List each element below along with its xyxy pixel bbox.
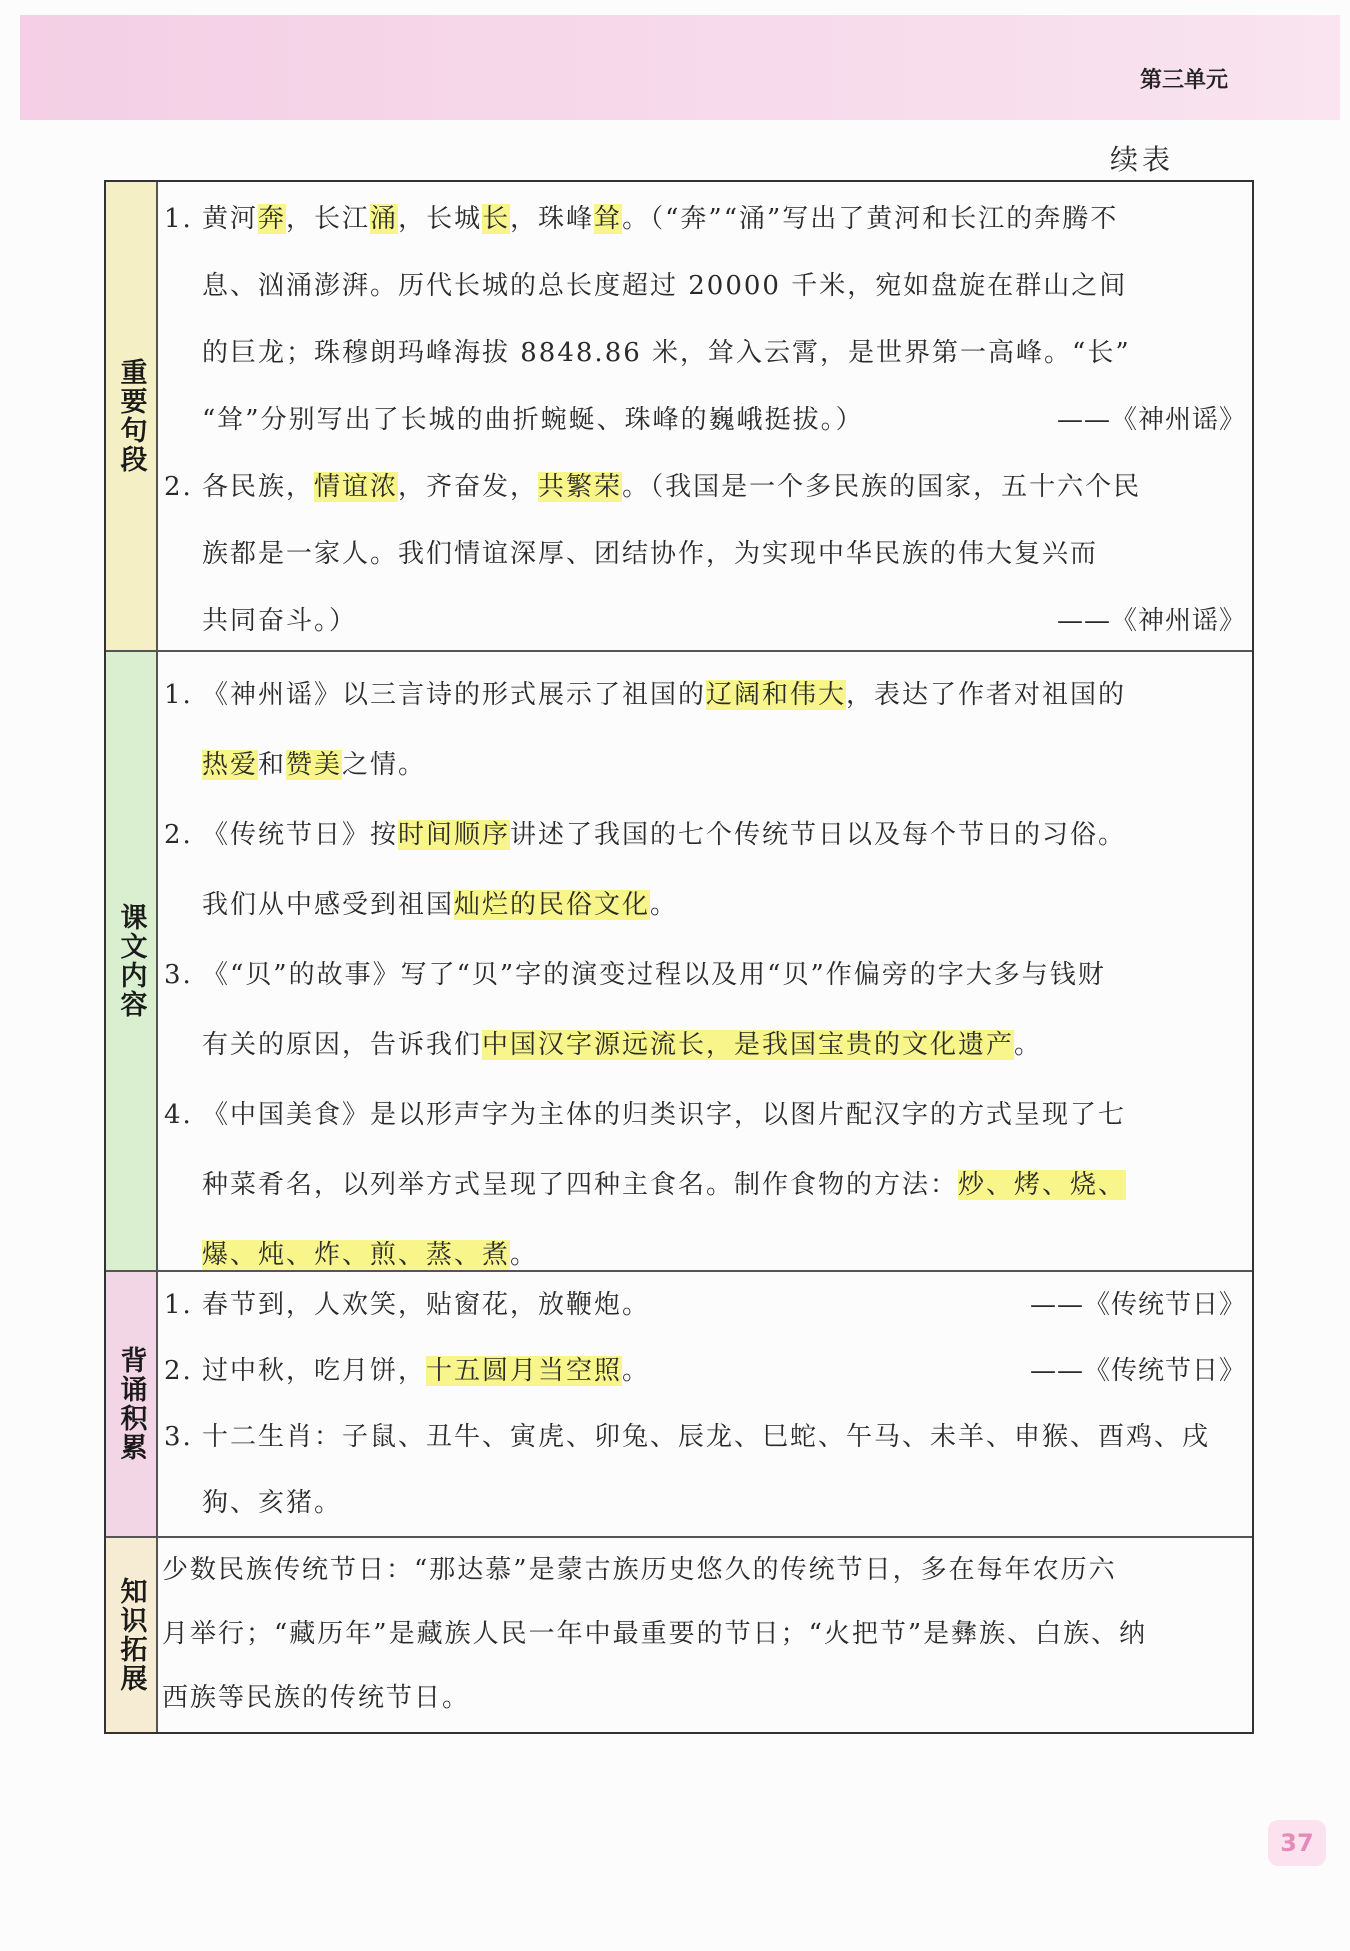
text: 《中国美食》是以形声字为主体的归类识字，以图片配汉字的方式呈现了七 <box>202 1100 1127 1130</box>
highlight: 涌 <box>370 204 399 234</box>
source-citation: ——《传统节日》 <box>1029 1290 1246 1320</box>
highlight: 耸 <box>594 204 623 234</box>
highlight: 时间顺序 <box>398 820 511 850</box>
section-content <box>164 660 1246 1270</box>
highlight: 辽阔和伟大 <box>706 680 847 710</box>
unit-title: 第三单元 <box>1140 68 1229 93</box>
list-item <box>164 1338 1246 1404</box>
text-line <box>164 387 1246 454</box>
item-number: 3. <box>164 1422 193 1452</box>
text-line <box>164 730 1246 800</box>
text-line <box>164 1010 1246 1080</box>
highlight: 情谊浓 <box>314 472 399 502</box>
highlight: 长 <box>482 204 511 234</box>
text: 黄河 <box>202 204 259 234</box>
text-line: 西族等民族的传统节日。 <box>162 1683 471 1713</box>
list-item <box>164 1404 1246 1536</box>
list-item <box>164 940 1246 1080</box>
text: 。 <box>650 890 679 920</box>
page-number: 37 <box>1268 1820 1326 1866</box>
section-label: 背诵积累 <box>115 1346 147 1462</box>
highlight: 热爱 <box>202 750 259 780</box>
highlight: 共繁荣 <box>538 472 623 502</box>
highlight: 炒、烤、烧、 <box>958 1170 1127 1200</box>
text-line <box>164 1150 1246 1220</box>
label-cell-recitation <box>106 1272 158 1536</box>
text: 过中秋，吃月饼， <box>202 1356 427 1386</box>
highlight: 赞美 <box>286 750 343 780</box>
text: 有关的原因，告诉我们 <box>202 1030 483 1060</box>
label-cell-text-content <box>106 652 158 1270</box>
source-citation: ——《神州谣》 <box>1056 606 1246 636</box>
section-content <box>164 186 1246 650</box>
item-number: 1. <box>164 204 193 234</box>
list-item <box>164 660 1246 800</box>
text: ，珠峰 <box>510 204 595 234</box>
section-label: 课文内容 <box>115 903 147 1019</box>
text-line: 族都是一家人。我们情谊深厚、团结协作，为实现中华民族的伟大复兴而 <box>202 539 1099 569</box>
section-label: 知识拓展 <box>115 1577 147 1693</box>
highlight: 爆、炖、炸、煎、蒸、煮 <box>202 1240 511 1270</box>
text-line: 少数民族传统节日：“那达慕”是蒙古族历史悠久的传统节日，多在每年农历六 <box>162 1555 1117 1585</box>
text-line <box>164 588 1246 655</box>
highlight: 灿烂的民俗文化 <box>454 890 651 920</box>
text: 之情。 <box>342 750 427 780</box>
section-label: 重要句段 <box>115 358 147 474</box>
label-cell-key-sentences <box>106 182 158 650</box>
text: 《传统节日》按 <box>202 820 399 850</box>
source-citation: ——《传统节日》 <box>1029 1356 1246 1386</box>
text: ，长城 <box>398 204 483 234</box>
list-item <box>164 800 1246 940</box>
text: 春节到，人欢笑，贴窗花，放鞭炮。 <box>202 1290 651 1320</box>
highlight: 十五圆月当空照 <box>426 1356 623 1386</box>
summary-table <box>104 180 1254 1734</box>
text: 《神州谣》以三言诗的形式展示了祖国的 <box>202 680 707 710</box>
section-recitation <box>106 1272 1252 1538</box>
text-line: 月举行；“藏历年”是藏族人民一年中最重要的节日；“火把节”是彝族、白族、纳 <box>162 1619 1148 1649</box>
item-number: 3. <box>164 960 193 990</box>
item-number: 2. <box>164 472 193 502</box>
section-key-sentences <box>106 182 1252 652</box>
text: 十二生肖：子鼠、丑牛、寅虎、卯兔、辰龙、巳蛇、午马、未羊、申猴、酉鸡、戌 <box>202 1422 1211 1452</box>
section-content <box>164 1272 1246 1536</box>
list-item <box>164 454 1246 655</box>
text: 。 <box>1014 1030 1043 1060</box>
section-knowledge <box>106 1538 1252 1732</box>
text: “耸”分别写出了长城的曲折蜿蜒、珠峰的巍峨挺拔。） <box>202 405 864 435</box>
text: ，齐奋发， <box>398 472 539 502</box>
text-line: 息、汹涌澎湃。历代长城的总长度超过 20000 千米，宛如盘旋在群山之间 <box>202 271 1128 301</box>
text: 。 <box>510 1240 539 1270</box>
item-number: 2. <box>164 820 193 850</box>
list-item <box>164 186 1246 454</box>
item-number: 2. <box>164 1356 193 1386</box>
text: 我们从中感受到祖国 <box>202 890 455 920</box>
text: 各民族， <box>202 472 315 502</box>
section-content <box>162 1538 1246 1732</box>
text: 。（“奔”“涌”写出了黄河和长江的奔腾不 <box>622 204 1119 234</box>
highlight: 中国汉字源远流长，是我国宝贵的文化遗产 <box>482 1030 1015 1060</box>
text-line: 的巨龙；珠穆朗玛峰海拔 8848.86 米，耸入云霄，是世界第一高峰。“长” <box>202 338 1131 368</box>
highlight: 奔 <box>258 204 287 234</box>
text-line: 狗、亥猪。 <box>202 1488 343 1518</box>
text: 。 <box>622 1356 651 1386</box>
source-citation: ——《神州谣》 <box>1056 405 1246 435</box>
list-item <box>164 1080 1246 1290</box>
text: 种菜肴名，以列举方式呈现了四种主食名。制作食物的方法： <box>202 1170 959 1200</box>
label-cell-knowledge <box>106 1538 158 1732</box>
text-line <box>164 870 1246 940</box>
item-number: 1. <box>164 1290 193 1320</box>
text: 和 <box>258 750 287 780</box>
text: 。（我国是一个多民族的国家，五十六个民 <box>622 472 1142 502</box>
continued-label: 续表 <box>1110 143 1175 176</box>
section-text-content <box>106 652 1252 1272</box>
item-number: 1. <box>164 680 193 710</box>
text: 《“贝”的故事》写了“贝”字的演变过程以及用“贝”作偏旁的字大多与钱财 <box>202 960 1106 990</box>
text: 共同奋斗。） <box>202 606 358 636</box>
text: ，长江 <box>286 204 371 234</box>
text: 讲述了我国的七个传统节日以及每个节日的习俗。 <box>510 820 1127 850</box>
text: ，表达了作者对祖国的 <box>846 680 1127 710</box>
item-number: 4. <box>164 1100 193 1130</box>
list-item <box>164 1272 1246 1338</box>
